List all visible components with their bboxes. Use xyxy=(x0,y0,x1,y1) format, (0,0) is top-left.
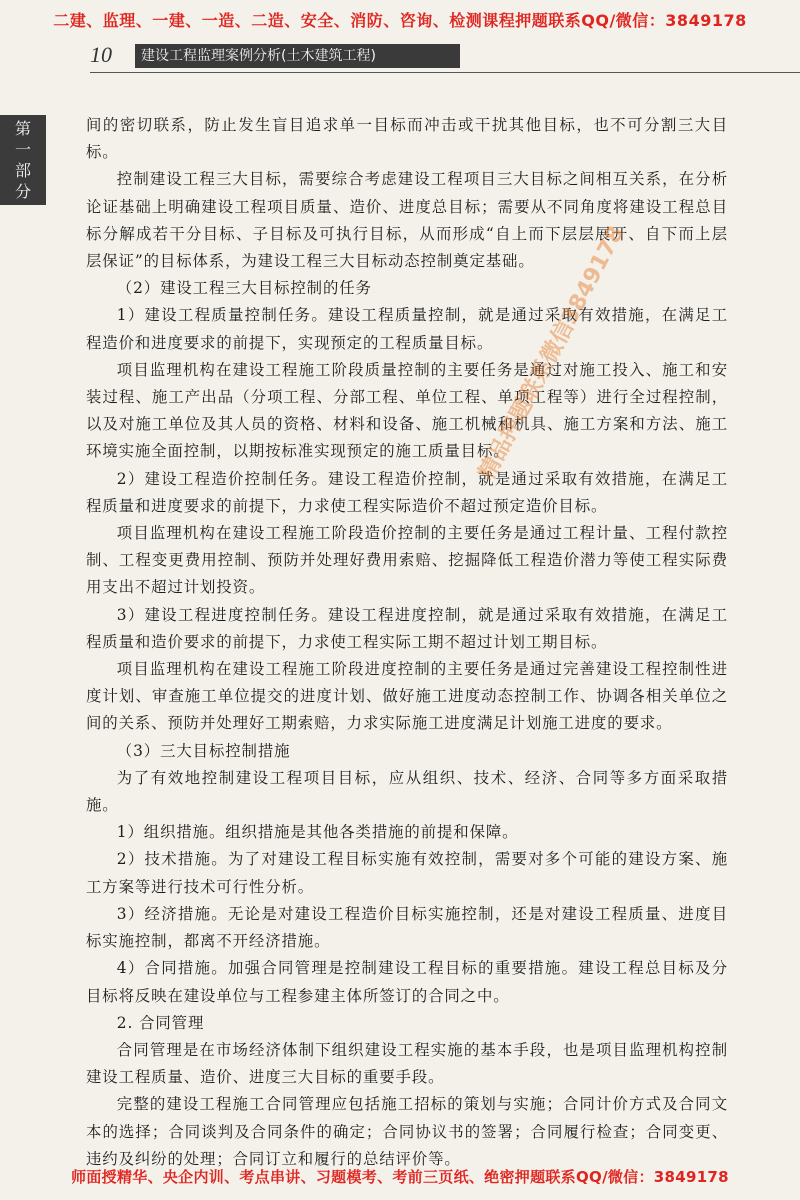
section-heading: （3）三大目标控制措施 xyxy=(116,741,291,760)
side-tab-char: 部 xyxy=(14,161,31,180)
paragraph: 4）合同措施。加强合同管理是控制建设工程目标的重要措施。建设工程总目标及分目标将反映在建设单位与工程参建主体所签订的合同之中。 xyxy=(86,959,728,1005)
diagonal-watermark: 精品押题联系微信3849178 xyxy=(474,222,630,485)
side-tab-char: 分 xyxy=(14,182,31,201)
part-side-tab xyxy=(0,115,46,205)
top-promo-banner: 二建、监理、一建、一造、二造、安全、消防、咨询、检测课程押题联系QQ/微信：3849178 xyxy=(53,11,747,30)
paragraph: 合同管理是在市场经济体制下组织建设工程实施的基本手段，也是项目监理机构控制建设工程质量、造价、进度三大目标的重要手段。 xyxy=(86,1040,728,1087)
section-heading: 2. 合同管理 xyxy=(116,1013,205,1032)
paragraph: 2）技术措施。为了对建设工程目标实施有效控制，需要对多个可能的建设方案、施工方案等进行技术可行性分析。 xyxy=(86,850,728,896)
paragraph: 项目监理机构在建设工程施工阶段质量控制的主要任务是通过对施工投入、施工和安装过程、施工产出品（分项工程、分部工程、单位工程、单项工程等）进行全过程控制，以及对施工单位及其人员的资格、材料和设备、施工机械和机具、施工方案和方法、施工环境实施全面控制，以期按标准实现预定的施工质量目标。 xyxy=(86,360,728,461)
paragraph: 1）建设工程质量控制任务。建设工程质量控制，就是通过采取有效措施，在满足工程造价和进度要求的前提下，实现预定的工程质量目标。 xyxy=(86,306,728,352)
page-number: 10 xyxy=(90,42,112,67)
page-header xyxy=(90,40,790,74)
side-tab-char: 第 xyxy=(14,119,31,138)
book-title: 建设工程监理案例分析(土木建筑工程) xyxy=(135,44,460,68)
bottom-promo-banner: 师面授精华、央企内训、考点串讲、习题模考、考前三页纸、绝密押题联系QQ/微信：3849178 xyxy=(71,1168,729,1186)
paragraph: 项目监理机构在建设工程施工阶段造价控制的主要任务是通过工程计量、工程付款控制、工程变更费用控制、预防并处理好费用索赔、挖掘降低工程造价潜力等使工程实际费用支出不超过计划投资。 xyxy=(86,524,728,597)
paragraph: 项目监理机构在建设工程施工阶段进度控制的主要任务是通过完善建设工程控制性进度计划、审查施工单位提交的进度计划、做好施工进度动态控制工作、协调各相关单位之间的关系、预防并处理好工期索赔，力求实际施工进度满足计划施工进度的要求。 xyxy=(86,660,728,733)
section-heading: （2）建设工程三大目标控制的任务 xyxy=(116,279,372,298)
side-tab-char: 一 xyxy=(14,140,31,159)
paragraph: 为了有效地控制建设工程项目目标，应从组织、技术、经济、合同等多方面采取措施。 xyxy=(86,768,728,815)
paragraph: 3）经济措施。无论是对建设工程造价目标实施控制，还是对建设工程质量、进度目标实施控制，都离不开经济措施。 xyxy=(86,904,728,951)
paragraph: 完整的建设工程施工合同管理应包括施工招标的策划与实施；合同计价方式及合同文本的选择；合同谈判及合同条件的确定；合同协议书的签署；合同履行检查；合同变更、违约及纠纷的处理；合同订立和履行的总结评价等。 xyxy=(86,1095,728,1168)
paragraph: 2）建设工程造价控制任务。建设工程造价控制，就是通过采取有效措施，在满足工程质量和进度要求的前提下，力求使工程实际造价不超过预定造价目标。 xyxy=(86,469,728,515)
paragraph: 1）组织措施。组织措施是其他各类措施的前提和保障。 xyxy=(116,823,519,842)
header-divider xyxy=(90,72,800,73)
paragraph: 3）建设工程进度控制任务。建设工程进度控制，就是通过采取有效措施，在满足工程质量和造价要求的前提下，力求使工程实际工期不超过计划工期目标。 xyxy=(86,605,728,651)
paragraph: 间的密切联系，防止发生盲目追求单一目标而冲击或干扰其他目标，也不可分割三大目标。 xyxy=(86,116,728,162)
body-text xyxy=(86,112,728,1173)
paragraph: 控制建设工程三大目标，需要综合考虑建设工程项目三大目标之间相互关系，在分析论证基础上明确建设工程项目质量、造价、进度总目标；需要从不同角度将建设工程总目标分解成若干分目标、子目标及可执行目标，从而形成“自上而下层层展开、自下而上层层保证”的目标体系，为建设工程三大目标动态控制奠定基础。 xyxy=(86,170,728,271)
